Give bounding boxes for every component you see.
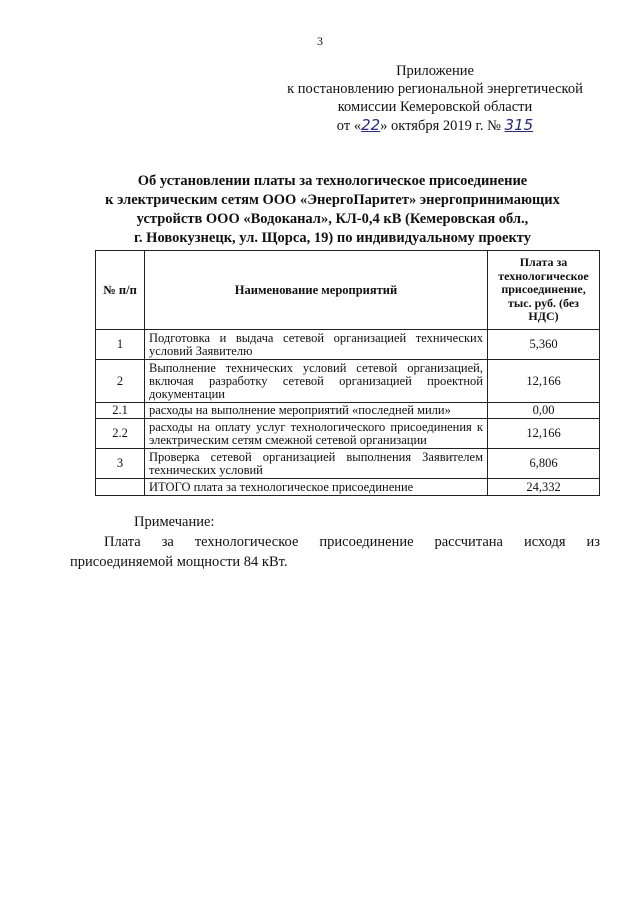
table-row	[96, 403, 600, 419]
row-no	[96, 479, 145, 496]
total-fee: 24,332	[488, 479, 600, 496]
row-no: 2	[96, 360, 145, 403]
row-no: 1	[96, 330, 145, 360]
row-fee: 0,00	[488, 403, 600, 419]
header-name: Наименование мероприятий	[145, 251, 488, 330]
table-row	[96, 449, 600, 479]
row-name: расходы на выполнение мероприятий «последней мили»	[145, 403, 488, 419]
row-name: Проверка сетевой организацией выполнения Заявителем технических условий	[145, 449, 488, 479]
table-row	[96, 330, 600, 360]
title-line-4: г. Новокузнецк, ул. Щорса, 19) по индивидуальному проекту	[133, 230, 531, 246]
note-block	[70, 512, 600, 572]
row-name: Выполнение технических условий сетевой организацией, включая разработку сетевой организацией проектной документации	[145, 360, 488, 403]
date-middle: » октября 2019 г. №	[380, 118, 501, 134]
appendix-date-line	[270, 116, 600, 135]
row-no: 2.2	[96, 419, 145, 449]
row-fee: 6,806	[488, 449, 600, 479]
row-no: 3	[96, 449, 145, 479]
title-line-1: Об установлении платы за технологическое присоединение	[137, 173, 528, 189]
handwritten-number: 315	[504, 116, 534, 134]
appendix-label: Приложение	[396, 63, 474, 79]
note-title: Примечание:	[134, 514, 215, 530]
table-total-row	[96, 479, 600, 496]
row-fee: 12,166	[488, 419, 600, 449]
appendix-commission: комиссии Кемеровской области	[337, 99, 533, 115]
title-line-3: устройств ООО «Водоканал», КЛ-0,4 кВ (Кемеровская обл.,	[136, 211, 529, 227]
title-line-2: к электрическим сетям ООО «ЭнергоПаритет» энергопринимающих	[105, 192, 560, 208]
row-name: расходы на оплату услуг технологического присоединения к электрическим сетям смежной сетевой организации	[145, 419, 488, 449]
header-fee: Плата за технологическое присоединение, тыс. руб. (без НДС)	[488, 251, 600, 330]
table-row	[96, 360, 600, 403]
table-header-row	[96, 251, 600, 330]
appendix-block	[270, 62, 600, 135]
total-label: ИТОГО плата за технологическое присоединение	[145, 479, 488, 496]
table-row	[96, 419, 600, 449]
row-fee: 12,166	[488, 360, 600, 403]
page-number: 3	[317, 34, 323, 48]
header-no: № п/п	[96, 251, 145, 330]
handwritten-day: 22	[361, 116, 381, 134]
appendix-resolution: к постановлению региональной энергетической	[287, 81, 583, 97]
row-fee: 5,360	[488, 330, 600, 360]
row-name: Подготовка и выдача сетевой организацией технических условий Заявителю	[145, 330, 488, 360]
fees-table	[95, 250, 600, 496]
document-title	[60, 172, 605, 248]
date-prefix: от «	[336, 118, 362, 134]
row-no: 2.1	[96, 403, 145, 419]
note-text: Плата за технологическое присоединение рассчитана исходя из присоединяемой мощности 84 кВт.	[70, 534, 600, 570]
